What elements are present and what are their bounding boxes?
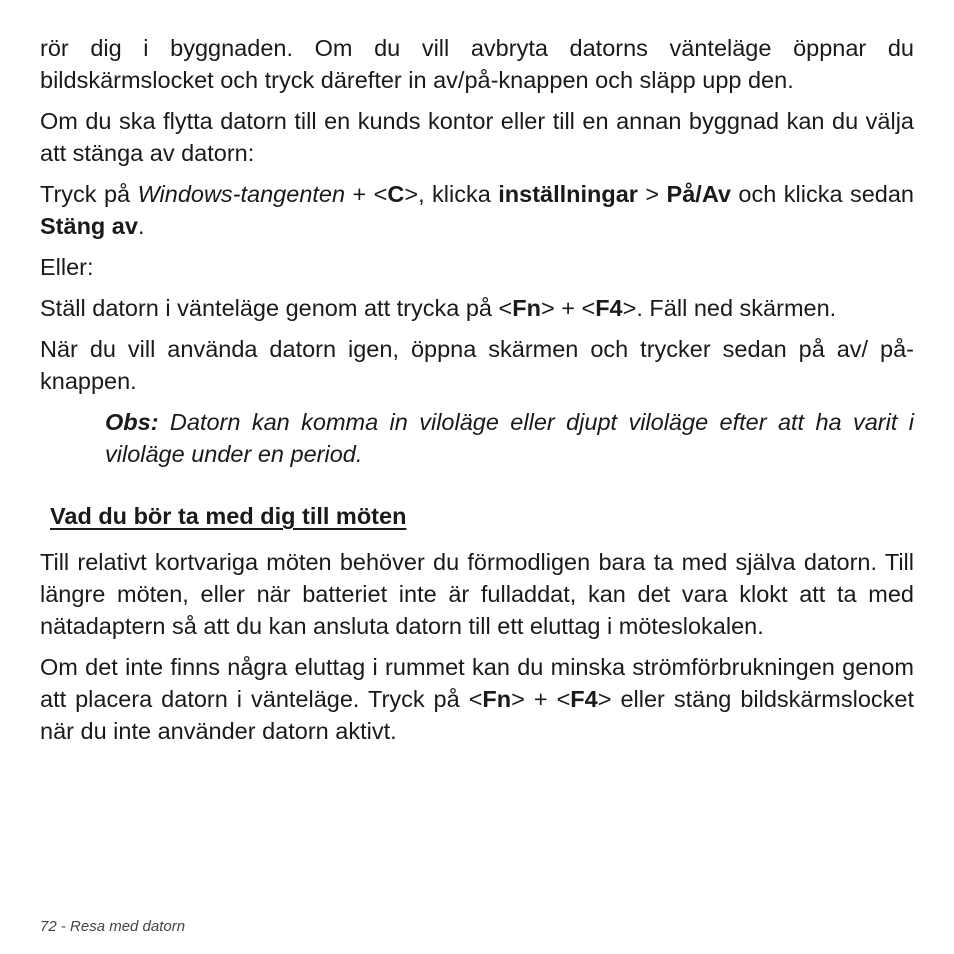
text-run: > + <	[511, 686, 571, 712]
text-run: Tryck på	[40, 181, 138, 207]
c-key-text: C	[387, 181, 405, 207]
paragraph-meetings: Till relativt kortvariga möten behöver du förmodligen bara ta med själva datorn. Till längre möten, eller när batteriet inte är fulladdat, kan det vara klokt att ta med nätadaptern så att du kan ansluta datorn till ett eluttag i möteslokalen.	[40, 549, 914, 639]
note-block	[105, 406, 914, 470]
text-run: > eller stäng bildskärmslocket när du inte använder datorn aktivt.	[40, 686, 915, 744]
paragraph-sleep-shortcut	[40, 292, 914, 324]
power-text: På/Av	[666, 181, 731, 207]
text-run: >	[637, 181, 667, 207]
text-run: >. Fäll ned skärmen.	[622, 295, 837, 321]
text-run: + <	[345, 181, 388, 207]
fn-key-text: Fn	[512, 295, 541, 321]
note-text: Datorn kan komma in viloläge eller djupt viloläge efter att ha varit i viloläge under en period.	[105, 409, 914, 467]
text-run: Ställ datorn i vänteläge genom att trycka på <	[40, 295, 513, 321]
paragraph-move-computer: Om du ska flytta datorn till en kunds kontor eller till en annan byggnad kan du välja att stänga av datorn:	[40, 108, 914, 166]
section-heading: Vad du bör ta med dig till möten	[50, 503, 407, 529]
paragraph-power-saving	[40, 651, 914, 747]
text-run: Om det inte finns några eluttag i rummet kan du minska strömförbrukningen genom att placera datorn i vänteläge. Tryck på <	[40, 654, 914, 712]
paragraph-resume: rör dig i byggnaden. Om du vill avbryta datorns vänteläge öppnar du bildskärmslocket och tryck därefter in av/på-knappen och släpp upp den.	[40, 35, 914, 93]
fn-key-text: Fn	[482, 686, 512, 712]
text-run: och klicka sedan	[731, 181, 914, 207]
text-run: > + <	[540, 295, 596, 321]
document-page	[40, 32, 914, 756]
text-run: .	[137, 213, 145, 239]
paragraph-or: Eller:	[40, 254, 94, 280]
windows-key-text: Windows-tangenten	[137, 181, 346, 207]
note-label: Obs:	[105, 409, 159, 435]
settings-text: inställningar	[498, 181, 638, 207]
paragraph-shutdown-steps	[40, 178, 914, 242]
f4-key-text: F4	[570, 686, 598, 712]
shutdown-text: Stäng av	[40, 213, 138, 239]
page-footer: 72 - Resa med datorn	[40, 918, 186, 935]
paragraph-wake: När du vill använda datorn igen, öppna skärmen och trycker sedan på av/ på-knappen.	[40, 336, 914, 394]
text-run: >, klicka	[404, 181, 499, 207]
f4-key-text: F4	[595, 295, 623, 321]
